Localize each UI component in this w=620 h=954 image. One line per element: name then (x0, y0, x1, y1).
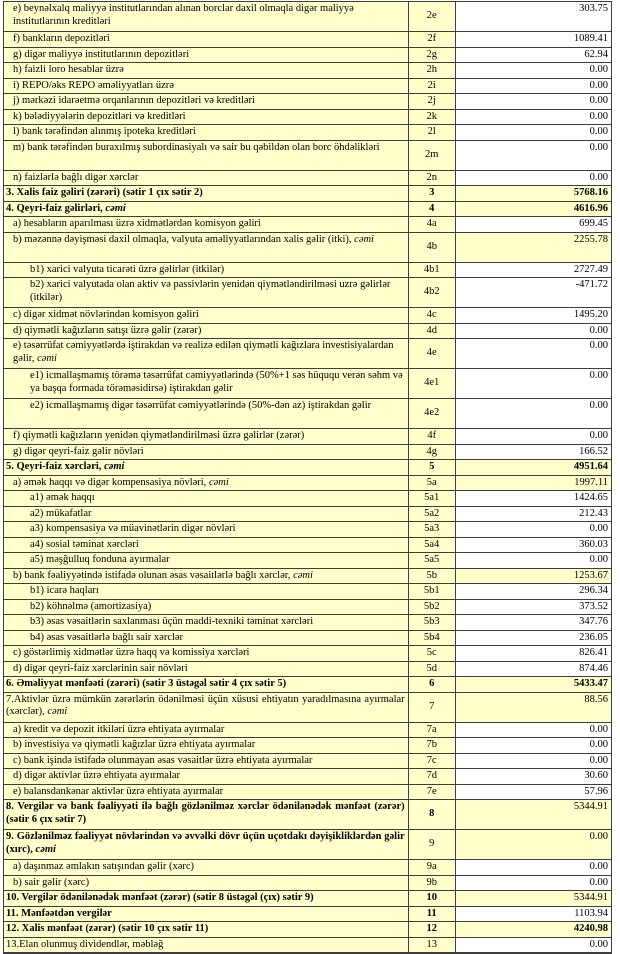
row-label (4, 800, 409, 830)
table-row (4, 2, 612, 32)
row-label-text: e) beynəlxalq maliyyə institutlarından alınan borclar daxil olmaqla digər maliyyə institutlarının kreditləri (13, 3, 354, 27)
row-label-text: b1) xarici valyuta ticarəti üzrə gəlirlər (itkilər) (30, 263, 225, 275)
row-label-italic-suffix: cəmi (105, 202, 126, 214)
table-row (4, 262, 612, 278)
row-value: 826.41 (455, 646, 611, 662)
row-code: 5b (408, 568, 455, 584)
row-label-text: e1) icmallaşmamış törəmə təsərrüfat cəmiyyətlərində (50%+1 səs hüququ verən səhm və ya başqa formada törəməsidirsə) iştirakdan gəlir (30, 370, 403, 394)
row-code: 9 (408, 830, 455, 860)
table-row (4, 369, 612, 399)
row-label (4, 599, 409, 615)
table-row (4, 232, 612, 262)
row-value: 1997.11 (455, 475, 611, 491)
row-label (4, 232, 409, 262)
row-value: 166.52 (455, 444, 611, 460)
row-label (4, 537, 409, 553)
row-value: 5433.47 (455, 677, 611, 693)
row-label (4, 170, 409, 186)
row-label (4, 830, 409, 860)
row-label-text: 5. Qeyri-faiz xərcləri, (6, 461, 105, 472)
row-label (4, 140, 409, 170)
row-label-text: n) faizlərlə bağlı digər xərclər (13, 171, 139, 183)
row-code: 8 (408, 800, 455, 830)
row-code: 5a1 (408, 491, 455, 507)
row-label (4, 262, 409, 278)
table-row (4, 860, 612, 876)
row-code: 7e (408, 784, 455, 800)
table-row (4, 460, 612, 476)
row-label (4, 769, 409, 785)
table-row (4, 568, 612, 584)
row-code: 11 (408, 906, 455, 922)
row-label (4, 2, 409, 32)
row-code: 3 (408, 186, 455, 202)
row-label-text: 13.Elan olunmuş dividendlər, məbləğ (6, 938, 164, 950)
table-row (4, 800, 612, 830)
row-value: 4240.98 (455, 922, 611, 938)
row-value: 373.52 (455, 599, 611, 615)
row-value: 2255.78 (455, 232, 611, 262)
row-label-italic-suffix: cəmi (293, 569, 313, 581)
row-label (4, 630, 409, 646)
row-label-italic-suffix: cəmi (208, 476, 229, 488)
row-code: 4d (408, 323, 455, 339)
row-value: 1089.41 (455, 32, 611, 48)
row-value: 5344.91 (455, 800, 611, 830)
row-code: 6 (408, 677, 455, 693)
table-row (4, 646, 612, 662)
row-label-text: a) daşınmaz əmlakın satışından gəlir (xərc) (13, 861, 195, 872)
row-label-italic-suffix: cəmi (47, 706, 68, 717)
row-value: 0.00 (455, 522, 611, 538)
row-value: 0.00 (455, 94, 611, 110)
table-row (4, 278, 612, 308)
table-row (4, 875, 612, 891)
row-label (4, 444, 409, 460)
table-row (4, 32, 612, 48)
row-value: 0.00 (455, 830, 611, 860)
row-label-text: d) digər qeyri-faiz xərclərinin sair növləri (13, 662, 188, 674)
row-value: 1253.67 (455, 568, 611, 584)
row-label (4, 491, 409, 507)
row-value: 0.00 (455, 125, 611, 141)
table-row (4, 140, 612, 170)
table-row (4, 308, 612, 324)
row-value: 236.05 (455, 630, 611, 646)
row-label-text: 8. Vergilər və bank fəaliyyəti ilə bağlı gözlənilməz xərclər ödənilənədək mənfəət (zərər) (sətir 6 çıx sətir 7) (6, 801, 405, 825)
row-value: 699.45 (455, 217, 611, 233)
row-label (4, 906, 409, 922)
table-row (4, 94, 612, 110)
row-code: 2e (408, 2, 455, 32)
table-row (4, 738, 612, 754)
row-value: 30.60 (455, 769, 611, 785)
row-label-text: f) bankların depozitləri (13, 33, 110, 44)
table-row (4, 784, 612, 800)
table-row (4, 661, 612, 677)
table-row (4, 63, 612, 79)
row-value: 5768.16 (455, 186, 611, 202)
table-row (4, 170, 612, 186)
row-value: 5344.91 (455, 891, 611, 907)
row-code: 5a2 (408, 506, 455, 522)
row-label-text: a3) kompensasiya və müavinətlərin digər növləri (30, 523, 236, 534)
table-row (4, 217, 612, 233)
table-row (4, 692, 612, 722)
row-label (4, 922, 409, 938)
row-label-text: 3. Xalis faiz gəliri (zərəri) (sətir 1 çıx sətir 2) (6, 187, 203, 198)
row-label (4, 875, 409, 891)
row-label (4, 784, 409, 800)
row-code: 5a3 (408, 522, 455, 538)
table-row (4, 922, 612, 938)
row-label-text: b) sair gəlir (xərc) (13, 876, 90, 888)
income-statement-table (3, 1, 612, 954)
row-label (4, 308, 409, 324)
table-row (4, 769, 612, 785)
row-code: 13 (408, 937, 455, 953)
row-value: 57.96 (455, 784, 611, 800)
row-label-text: f) qiymətli kağızların yenidən qiymətləndirilməsi üzrə gəlirlər (zərər) (13, 430, 305, 441)
row-value: 0.00 (455, 860, 611, 876)
row-code: 5a5 (408, 553, 455, 569)
row-value: -471.72 (455, 278, 611, 308)
row-value: 2727.49 (455, 262, 611, 278)
row-code: 4e (408, 339, 455, 369)
table-row (4, 47, 612, 63)
row-code: 5a (408, 475, 455, 491)
table-row (4, 584, 612, 600)
row-code: 9b (408, 875, 455, 891)
table-row (4, 125, 612, 141)
row-code: 5b4 (408, 630, 455, 646)
table-row (4, 201, 612, 217)
table-row (4, 522, 612, 538)
row-label-italic-suffix: cəmi (104, 461, 125, 472)
row-value: 1103.94 (455, 906, 611, 922)
row-label-text: b1) icarə haqları (30, 585, 99, 596)
row-value: 212.43 (455, 506, 611, 522)
row-label (4, 63, 409, 79)
row-label-text: 9. Gözlənilməz fəaliyyət növlərindən və əvvəlki dövr üçün uçotdakı dəyişikliklərdən gəlir (xırc), (6, 831, 405, 855)
row-code: 5d (408, 661, 455, 677)
table-row (4, 937, 612, 953)
row-label-italic-suffix: cəmi (354, 233, 374, 245)
row-code: 2j (408, 94, 455, 110)
row-code: 7 (408, 692, 455, 722)
row-label (4, 677, 409, 693)
row-label (4, 522, 409, 538)
row-code: 4c (408, 308, 455, 324)
row-label-italic-suffix: cəmi (35, 843, 56, 855)
table-row (4, 553, 612, 569)
row-value: 1495.20 (455, 308, 611, 324)
row-code: 2h (408, 63, 455, 79)
row-code: 2i (408, 78, 455, 94)
row-label-text: d) qiymətli kağızların satışı üzrə gəlir (zərər) (13, 324, 202, 336)
row-value: 1424.65 (455, 491, 611, 507)
row-value: 0.00 (455, 323, 611, 339)
table-row (4, 109, 612, 125)
row-label (4, 78, 409, 94)
row-code: 5b3 (408, 615, 455, 631)
row-code: 4b1 (408, 262, 455, 278)
row-label-text: 11. Mənfəətdən vergilər (6, 907, 112, 919)
row-label-text: b) bank fəaliyyətində istifadə olunan əsas vəsaitlərlə bağlı xərclər, (13, 569, 294, 581)
row-value: 62.94 (455, 47, 611, 63)
row-code: 7a (408, 722, 455, 738)
row-value: 0.00 (455, 78, 611, 94)
row-label-text: g) digər maliyyə institutlarının depozitləri (13, 48, 190, 60)
row-code: 5a4 (408, 537, 455, 553)
row-value: 0.00 (455, 738, 611, 754)
row-label-text: 7.Aktivlər üzrə mümkün zərərlərin ödənilməsi üçün xüsusi ehtiyatın yaradılmasına ayırmalar (xərclər), (6, 693, 405, 717)
table-row (4, 339, 612, 369)
table-row (4, 630, 612, 646)
row-value: 0.00 (455, 339, 611, 369)
row-label (4, 553, 409, 569)
row-label-text: c) göstərlimiş xidmətlər üzrə haqq və komissiya xərcləri (13, 647, 250, 658)
row-label (4, 891, 409, 907)
row-label (4, 429, 409, 445)
row-value: 0.00 (455, 937, 611, 953)
table-row (4, 537, 612, 553)
row-label (4, 661, 409, 677)
table-row (4, 677, 612, 693)
row-label (4, 369, 409, 399)
row-label-text: e) balansdankənar aktivlər üzrə ehtiyata ayırmalar (13, 785, 224, 797)
row-value: 296.34 (455, 584, 611, 600)
row-value: 0.00 (455, 63, 611, 79)
row-label-text: h) faizli loro hesablar üzrə (13, 64, 124, 75)
row-label-text: b2) xarici valyutada olan aktiv və passivlərin yenidən qiymətləndirilməsi uzrə gəlirlər (itkilər) (30, 279, 391, 303)
row-label (4, 506, 409, 522)
row-label-text: b3) əsas vəsaitlərin saxlanması üçün maddi-texniki təminat xərcləri (30, 616, 314, 627)
table-row (4, 399, 612, 429)
row-value: 88.56 (455, 692, 611, 722)
row-value: 0.00 (455, 109, 611, 125)
row-label (4, 32, 409, 48)
row-value: 303.75 (455, 2, 611, 32)
table-row (4, 615, 612, 631)
row-label-text: a) hesabların aparılması üzrə xidmətlərdən komisyon gəliri (13, 218, 261, 229)
row-code: 5b1 (408, 584, 455, 600)
row-label-text: i) REPO/əks REPO əməliyyatları üzrə (13, 79, 174, 91)
row-label (4, 615, 409, 631)
row-code: 12 (408, 922, 455, 938)
row-label-text: k) bələdiyyələrin depozitləri və kreditləri (13, 110, 186, 122)
row-label-text: 10. Vergilər ödənilənədək mənfəət (zərər) (sətir 8 üstəgəl (çıx) sətir 9) (6, 892, 314, 903)
row-label (4, 109, 409, 125)
row-value: 0.00 (455, 753, 611, 769)
row-label-text: b) investisiya və qiymətli kağızlar üzrə ehtiyata ayırmalar (13, 739, 256, 750)
row-label-text: b4) əsas vəsaitlərlə bağlı sair xərclər (30, 631, 184, 643)
row-label-text: j) mərkəzi idarəetmə orqanlarının depozitləri və kreditləri (13, 95, 255, 106)
row-code: 4b2 (408, 278, 455, 308)
row-value: 0.00 (455, 140, 611, 170)
row-label-text: m) bank tərəfindən buraxılmış subordinasiyalı və sair bu qəbildən olan borc öhdəlikləri (13, 141, 380, 153)
row-value: 0.00 (455, 369, 611, 399)
row-value: 0.00 (455, 170, 611, 186)
row-label (4, 125, 409, 141)
row-label-text: 6. Əməliyyat mənfəəti (zərəri) (sətir 3 üstəgəl sətir 4 çıx sətir 5) (6, 678, 287, 689)
row-label (4, 860, 409, 876)
row-code: 9a (408, 860, 455, 876)
row-value: 0.00 (455, 429, 611, 445)
table-row (4, 722, 612, 738)
row-label (4, 339, 409, 369)
row-label (4, 217, 409, 233)
row-label (4, 646, 409, 662)
table-row (4, 830, 612, 860)
row-code: 4f (408, 429, 455, 445)
row-code: 5c (408, 646, 455, 662)
row-code: 7d (408, 769, 455, 785)
table-row (4, 753, 612, 769)
row-label-text: a5) məşğulluq fonduna ayırmalar (30, 554, 170, 565)
row-value: 0.00 (455, 875, 611, 891)
table-row (4, 429, 612, 445)
row-label (4, 399, 409, 429)
row-label-text: 12. Xalis mənfəət (zərər) (sətir 10 çıx sətir 11) (6, 923, 209, 934)
row-value: 4616.96 (455, 201, 611, 217)
table-row (4, 491, 612, 507)
table-row (4, 599, 612, 615)
row-label-text: c) digər xidmət növlərindən komisyon gəliri (13, 309, 199, 320)
row-code: 2g (408, 47, 455, 63)
row-label (4, 460, 409, 476)
row-code: 4e1 (408, 369, 455, 399)
row-code: 4 (408, 201, 455, 217)
table-row (4, 78, 612, 94)
row-code: 10 (408, 891, 455, 907)
table-row (4, 475, 612, 491)
row-label (4, 475, 409, 491)
row-code: 4b (408, 232, 455, 262)
row-label-text: a) kredit və depozit itkiləri üzrə ehtiyata ayırmalar (13, 723, 225, 735)
row-label (4, 278, 409, 308)
row-label-text: e) təsərrüfat cəmiyyətlərdə iştirakdan və realizə edilən qiymətli kağızlara investisiyalardan gəlir, (13, 340, 394, 364)
row-label-text: a2) mükafatlar (30, 507, 92, 519)
table-row (4, 186, 612, 202)
row-label-text: b2) köhnəlmə (amortizasiya) (30, 600, 152, 612)
row-label-text: a) əmək haqqı və digər kompensasiya növləri, (13, 476, 209, 488)
table-body (4, 2, 612, 954)
table-row (4, 906, 612, 922)
row-label-text: a4) sosial təminat xərcləri (30, 538, 139, 550)
row-code: 2l (408, 125, 455, 141)
row-code: 2n (408, 170, 455, 186)
row-value: 0.00 (455, 399, 611, 429)
row-code: 4e2 (408, 399, 455, 429)
row-value: 347.76 (455, 615, 611, 631)
row-label-text: e2) icmallaşmamış digər təsərrüfat cəmiyyətlərində (50%-dən az) iştirakdan gəlir (30, 400, 372, 411)
table-row (4, 891, 612, 907)
row-label (4, 47, 409, 63)
row-label-text: g) digər qeyri-faiz gəlir növləri (13, 445, 144, 457)
row-code: 2m (408, 140, 455, 170)
row-label (4, 584, 409, 600)
row-code: 7c (408, 753, 455, 769)
row-value: 360.03 (455, 537, 611, 553)
row-label (4, 201, 409, 217)
table-row (4, 323, 612, 339)
row-label-text: a1) əmək haqqı (30, 492, 95, 503)
row-code: 5b2 (408, 599, 455, 615)
row-code: 2k (408, 109, 455, 125)
row-value: 874.46 (455, 661, 611, 677)
row-code: 4g (408, 444, 455, 460)
row-label-text: 4. Qeyri-faiz gəlirləri, (6, 202, 106, 214)
row-code: 5 (408, 460, 455, 476)
row-label-italic-suffix: cəmi (37, 352, 57, 364)
row-code: 4a (408, 217, 455, 233)
row-code: 2f (408, 32, 455, 48)
row-label (4, 722, 409, 738)
row-label (4, 186, 409, 202)
row-value: 0.00 (455, 722, 611, 738)
row-label-text: d) digər aktivlər üzrə ehtiyata ayırmalar (13, 770, 181, 781)
row-label (4, 753, 409, 769)
row-label (4, 568, 409, 584)
row-label (4, 323, 409, 339)
row-label (4, 738, 409, 754)
row-value: 4951.64 (455, 460, 611, 476)
row-label (4, 692, 409, 722)
table-row (4, 506, 612, 522)
table-row (4, 444, 612, 460)
row-code: 7b (408, 738, 455, 754)
row-label-text: l) bank tərəfindən alınmış ipoteka kreditləri (13, 126, 196, 137)
row-label-text: c) bank işində istifadə olunmayan əsas vəsaitlər üzrə ehtiyata ayırmalar (13, 754, 313, 766)
row-label (4, 937, 409, 953)
row-label-text: b) məzənnə dəyişməsi daxil olmaqla, valyuta əməliyyatlarından xalis gəlir (itki), (13, 233, 355, 245)
row-value: 0.00 (455, 553, 611, 569)
row-label (4, 94, 409, 110)
